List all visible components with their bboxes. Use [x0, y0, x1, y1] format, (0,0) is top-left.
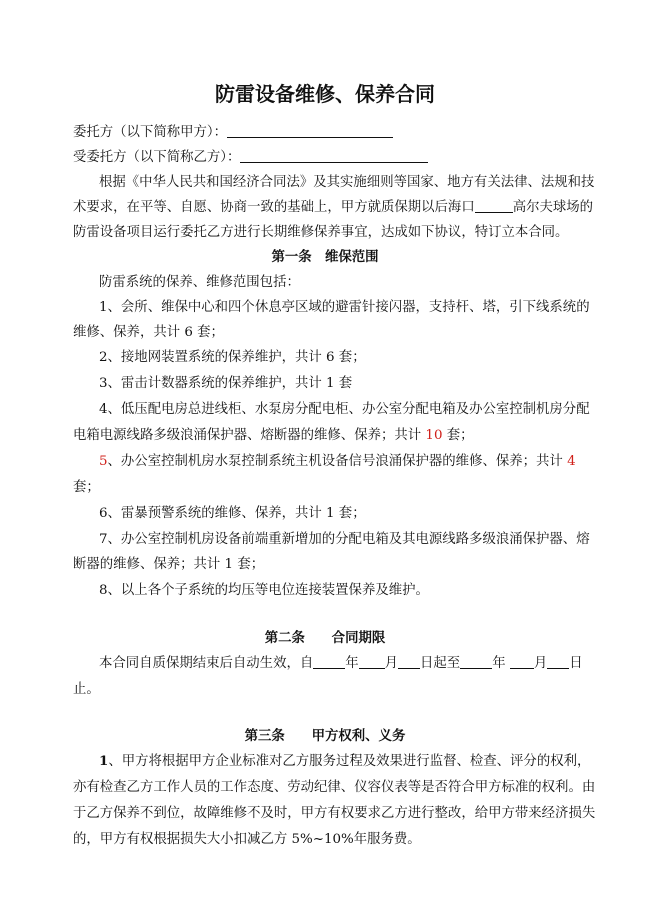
year-label: 年: [345, 656, 359, 671]
article-3-heading: 第三条 甲方权利、义务: [244, 729, 406, 744]
end-day-blank[interactable]: [547, 654, 569, 669]
party-b-line: [73, 146, 428, 165]
start-month-blank[interactable]: [359, 654, 385, 669]
scope-item-4-count: 10: [425, 428, 443, 443]
preamble-line-2: [73, 196, 593, 215]
scope-item-7-cont: 断器的维修、保养；共计 1 套；: [73, 557, 265, 572]
article-1-intro: 防雷系统的保养、维修范围包括：: [99, 275, 300, 290]
scope-item-4-cont: [73, 424, 474, 443]
document-title: 防雷设备维修、保养合同: [215, 82, 435, 106]
preamble-line-1: 根据《中华人民共和国经济合同法》及其实施细则等国家、地方有关法律、法规和技: [99, 175, 595, 190]
end-month-blank[interactable]: [510, 654, 534, 669]
end-year-blank[interactable]: [460, 654, 492, 669]
party-a-blank[interactable]: [227, 123, 393, 138]
end-day-label: 日: [569, 656, 583, 671]
term-line: [99, 652, 583, 671]
scope-item-2: 2、接地网装置系统的保养维护，共计 6 套；: [99, 350, 366, 365]
scope-item-7: 7、办公室控制机房设备前端重新增加的分配电箱及其电源线路多级浪涌保护器、熔: [99, 532, 590, 547]
rights-item-1-number: 1: [99, 753, 109, 769]
scope-item-1: 1、会所、维保中心和四个休息亭区域的避雷针接闪器，支持杆、塔，引下线系统的: [99, 300, 590, 315]
scope-item-8: 8、以上各个子系统的均压等电位连接装置保养及维护。: [99, 583, 429, 598]
scope-item-3: 3、雷击计数器系统的保养维护，共计 1 套: [99, 376, 353, 391]
scope-item-5-number: 5: [99, 454, 108, 469]
party-a-line: [73, 121, 393, 140]
term-line-end: 止。: [73, 682, 100, 697]
preamble-text: 术要求，在平等、自愿、协商一致的基础上，甲方就质保期以后海口: [73, 200, 475, 215]
article-2-heading: 第二条 合同期限: [264, 631, 386, 646]
scope-item-5: [99, 450, 576, 469]
article-1-heading: 第一条 维保范围: [271, 250, 379, 265]
month-label: 月: [384, 656, 399, 671]
day-from-label: 日起至: [420, 656, 461, 671]
start-year-blank[interactable]: [313, 654, 345, 669]
scope-item-4-unit: 套；: [446, 428, 474, 443]
party-b-blank[interactable]: [240, 148, 428, 163]
preamble-line-3: 防雷设备项目运行委托乙方进行长期维修保养事宜，达成如下协议，特订立本合同。: [73, 225, 569, 240]
end-year-label: 年: [492, 656, 506, 671]
party-b-label: 受委托方（以下简称乙方）：: [73, 150, 241, 165]
rights-item-1-text: 、甲方将根据甲方企业标准对乙方服务过程及效果进行监督、检查、评分的权利，: [108, 754, 591, 769]
rights-item-1: [99, 750, 590, 769]
term-text: 本合同自质保期结束后自动生效，自: [99, 656, 314, 671]
scope-item-5-text: 、办公室控制机房水泵控制系统主机设备信号浪涌保护器的维修、保养；共计: [107, 454, 563, 469]
scope-item-5-cont: 套；: [73, 480, 100, 495]
rights-item-1-cont-3: 的，甲方有权根据损失大小扣减乙方 5%~10%年服务费。: [73, 832, 421, 847]
party-a-label: 委托方（以下简称甲方）：: [73, 125, 227, 140]
rights-item-1-cont-2: 于乙方保养不到位，故障维修不及时，甲方有权要求乙方进行整改，给甲方带来经济损失: [73, 806, 596, 821]
rights-item-1-cont-1: 亦有检查乙方工作人员的工作态度、劳动纪律、仪容仪表等是否符合甲方标准的权利。由: [73, 780, 596, 795]
scope-item-4: 4、低压配电房总进线柜、水泵房分配电柜、办公室分配电箱及办公室控制机房分配: [99, 402, 590, 417]
scope-item-6: 6、雷暴预警系统的维修、保养，共计 1 套；: [99, 506, 366, 521]
preamble-text-cont: 高尔夫球场的: [512, 200, 594, 215]
end-month-label: 月: [533, 656, 548, 671]
preamble-blank[interactable]: [475, 198, 513, 213]
start-day-blank[interactable]: [398, 654, 420, 669]
scope-item-1-cont: 维修、保养，共计 6 套；: [73, 325, 224, 340]
scope-item-4-text: 电箱电源线路多级浪涌保护器、熔断器的维修、保养；共计: [73, 428, 422, 443]
scope-item-5-count: 4: [567, 454, 576, 469]
